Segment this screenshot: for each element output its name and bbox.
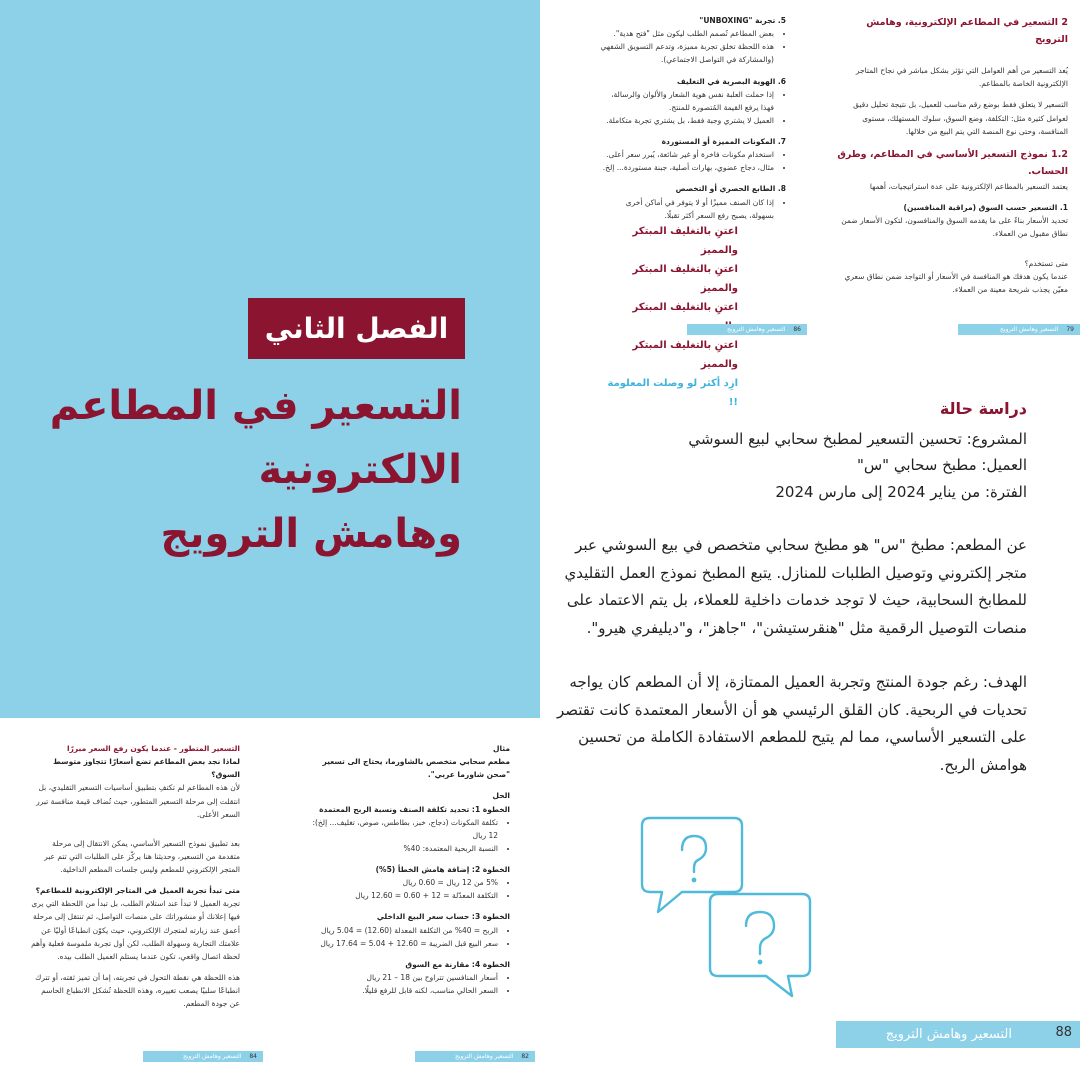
list-item: • سعر البيع قبل الضريبة = 12.60 + 5.04 = 17.64 ريال (303, 937, 498, 950)
page-footer-84 (143, 1051, 263, 1062)
page-number: 79 (1066, 326, 1074, 333)
example-text: مطعم سحابي متخصص بالشاورما، يحتاج الى تسعير "صحن شاورما عربي". (322, 757, 510, 780)
client-line: العميل: مطبخ سحابي "س" (856, 456, 1027, 474)
paragraph: هذه اللحظة هي نقطة التحول في تجربته، إما أن تميز ثقته، أو تترك انطباعًا سلبيًا يصعب تغييره، وهذه اللحظة تُشكل الانطباع الحاسم عن جودة المطعم. (35, 972, 240, 1009)
section-heading: 5. تجربة "UNBOXING" (699, 16, 786, 25)
promo-line: اعتنِ بالتغليف المبتكر والمميز (632, 225, 738, 256)
list-item: • النسبة الربحية المعتمدة: 40% (303, 842, 498, 855)
chapter-title-line: وهامش الترويج (160, 511, 462, 557)
footer-label: التسعير وهامش الترويج (727, 326, 786, 333)
section-heading: 8. الطابع الحصري أو التخصص (675, 184, 786, 194)
section-heading: 2 التسعير في المطاعم الإلكترونية، وهامش الترويج (866, 17, 1068, 46)
page-footer-88 (836, 1021, 1080, 1048)
list-item: • بعض المطاعم تُصمم الطلب ليكون مثل "فتح هدية". (600, 27, 774, 40)
section-heading: 6. الهوية البصرية في التغليف (676, 76, 786, 86)
subsection-heading: 1.2 نموذج التسعير الأساسي في المطاعم، وطرق الحساب. (837, 148, 1068, 177)
promo-block (600, 222, 786, 412)
page-footer-79 (958, 324, 1080, 335)
promo-line: اعتنِ بالتغليف المبتكر (632, 301, 738, 313)
footer-label: التسعير وهامش الترويج (1000, 326, 1059, 333)
list-item: • العميل لا يشتري وجبة فقط، بل يشتري تجربة متكاملة. (600, 114, 774, 127)
paragraph: التسعير لا يتعلق فقط بوضع رقم مناسب للعميل، بل نتيجة تحليل دقيق لعوامل كثيرة مثل: التكلفة، وضع السوق، سلوك المستهلك، مستوى المنافسة، وحتى نوع المنصة التي يتم البيع من خلالها. (853, 100, 1068, 136)
promo-line: اعتنِ بالتغليف المبتكر والمميز (632, 263, 738, 294)
question-heading: لماذا نجد بعض المطاعم تضع أسعارًا تتجاوز متوسط السوق؟ (53, 757, 240, 780)
list-item: • التكلفة المعدّلة = 12 + 0.60 = 12.60 ريال (303, 889, 498, 902)
page-footer-86 (687, 324, 807, 335)
footer-label: التسعير وهامش الترويج (183, 1053, 242, 1060)
method-heading: 1. التسعير حسب السوق (مراقبة المنافسين) (903, 203, 1068, 213)
page-82 (303, 742, 510, 997)
case-study-title: دراسة حالة (939, 399, 1027, 418)
page-84 (30, 742, 240, 1010)
question-heading: متى تبدأ تجربة العميل في المتاجر الإلكترونية للمطاعم؟ (35, 886, 240, 896)
goal-paragraph: الهدف: رغم جودة المنتج وتجربة العميل الممتازة، إلا أن المطعم كان يواجه تحديات في الربحية. كان القلق الرئيسي هو أن الأسعار المعتمدة كانت تقتصر على التسعير الأساسي، مما لم يتيح للمطعم الاستفادة الكاملة من تحسين هوامش الربح. (556, 673, 1027, 774)
chapter-title (12, 374, 462, 566)
chapter-cover (0, 0, 540, 718)
list-item: • تكلفة المكونات (دجاج، خبز، بطاطس، صوص، تغليف... إلخ): 12 ريال (303, 816, 498, 842)
about-paragraph: عن المطعم: مطبخ "س" هو مطبخ سحابي متخصص في بيع السوشي عبر متجر إلكتروني وتوصيل الطلبات للمنازل. يتبع المطبخ نموذج العمل التقليدي للمطابخ السحابية، حيث لا توجد خدمات داخلية للعملاء، بل يتم الاعتماد على منصات التوصيل الرقمية مثل "هنقرستيشن"، "جاهز"، و"ديليفري هيرو". (564, 536, 1027, 637)
paragraph: تجربة العميل لا تبدأ عند استلام الطلب، بل تبدأ من اللحظة التي يرى فيها إعلانك أو منشوراتك على منصات التواصل، ثم تنتقل إلى مرحلة أعمق عند زيارته لمتجرك الإلكتروني، حيث يكوّن انطباعًا أوليًا عن علامتك التجارية وسهولة الطلب، لكن أول تجربة ملموسة فعلية وأهم لحظة اتصال واقعي، تكون عندما يستلم العميل الطلب بيده. (31, 899, 240, 961)
step-heading: الخطوة 3: حساب سعر البيع الداخلي (376, 912, 510, 922)
page-number: 88 (1055, 1025, 1072, 1040)
page-79 (835, 14, 1068, 296)
section-heading: التسعير المتطور - عندما يكون رفع السعر مبررًا (66, 744, 240, 753)
example-heading: مثال (492, 744, 510, 753)
paragraph: يُعد التسعير من أهم العوامل التي تؤثر بشكل مباشر في نجاح المتاجر الإلكترونية الخاصة بالمطاعم. (855, 66, 1068, 89)
list-item: • إذا كان الصنف مميزًا أو لا يتوفر في أماكن أخرى بسهولة، يصبح رفع السعر أكثر تقبلًا. (600, 196, 774, 222)
step-heading: الخطوة 1: تحديد تكلفة الصنف ونسبة الربح المعتمدة (319, 804, 510, 814)
list-item: • الربح = 40% من التكلفة المعدلة (12.60) = 5.04 ريال (303, 924, 498, 937)
paragraph: لأن هذه المطاعم لم تكتفِ بتطبيق أساسيات التسعير التقليدي، بل انتقلت إلى مرحلة التسعير المتطور، حيث تُضاف قيمة منافسة تبرر السعر الأعلى. (36, 783, 240, 819)
list-item: • 5% من 12 ريال = 0.60 ريال (303, 876, 498, 889)
page-number: 86 (793, 326, 801, 333)
chapter-title-line: التسعير في المطاعم (49, 383, 462, 429)
promo-last-line: ازِد أكثر لو وصلت المعلومة !! (607, 377, 738, 408)
case-study (547, 396, 1027, 779)
list-item: • استخدام مكونات فاخرة أو غير شائعة، يُبرر سعر أعلى. (600, 148, 774, 161)
list-item: • مثال، دجاج عضوي، بهارات أصلية، جبنة مستوردة... إلخ. (600, 161, 774, 174)
chapter-label: الفصل الثاني (248, 298, 465, 359)
page-86 (600, 14, 786, 412)
promo-line: اعتنِ بالتغليف المبتكر والمميز (632, 339, 738, 370)
list-item: • إذا حملت العلبة نفس هوية الشعار والألوان والرسالة، فهذا يرفع القيمة المُتصورة للمنتج. (600, 88, 774, 114)
footer-label: التسعير وهامش الترويج (455, 1053, 514, 1060)
page-number: 84 (249, 1053, 257, 1060)
list-item: • السعر الحالي مناسب، لكنه قابل للرفع قليلًا. (303, 984, 498, 997)
list-item: • هذه اللحظة تخلق تجربة مميزة، وتدعم التسويق الشفهي (والمشاركة في التواصل الاجتماعي). (600, 40, 774, 66)
chapter-title-line: الالكترونية (258, 447, 462, 493)
paragraph: عندما يكون هدفك هو المنافسة في الأسعار أو التواجد ضمن نطاق سعري معيّن يجذب شريحة معينة من العملاء. (844, 271, 1068, 294)
list-item: • أسعار المنافسين تتراوح بين 18 – 21 ريال (303, 971, 498, 984)
step-heading: الخطوة 2: إضافة هامش الخطأ (5%) (375, 865, 510, 874)
section-heading: 7. المكونات المميزة أو المستوردة (661, 137, 786, 146)
paragraph: يعتمد التسعير بالمطاعم الإلكترونية على عدة استراتيجيات، أهمها (869, 182, 1068, 191)
paragraph: بعد تطبيق نموذج التسعير الأساسي، يمكن الانتقال إلى مرحلة متقدمة من التسعير، وحديثنا هنا يركّز على الطلبات التي تتم عبر المتجر الإلكتروني للمطعم وليس جلسات المطعم الداخلية. (44, 838, 240, 874)
question-label: متى تستخدم؟ (1024, 258, 1068, 268)
period-line: الفترة: من يناير 2024 إلى مارس 2024 (775, 482, 1027, 501)
paragraph: تحديد الأسعار بناءً على ما يقدمه السوق والمنافسون، لتكون الأسعار ضمن نطاق مقبول من العملاء. (841, 216, 1068, 239)
solution-heading: الحل (492, 791, 510, 801)
project-line: المشروع: تحسين التسعير لمطبخ سحابي لبيع السوشي (688, 429, 1027, 448)
page-footer-82 (415, 1051, 535, 1062)
page-number: 82 (521, 1053, 529, 1060)
footer-label: التسعير وهامش الترويج (885, 1027, 1012, 1042)
question-bubbles-icon (636, 814, 826, 1004)
step-heading: الخطوة 4: مقارنة مع السوق (405, 959, 510, 969)
